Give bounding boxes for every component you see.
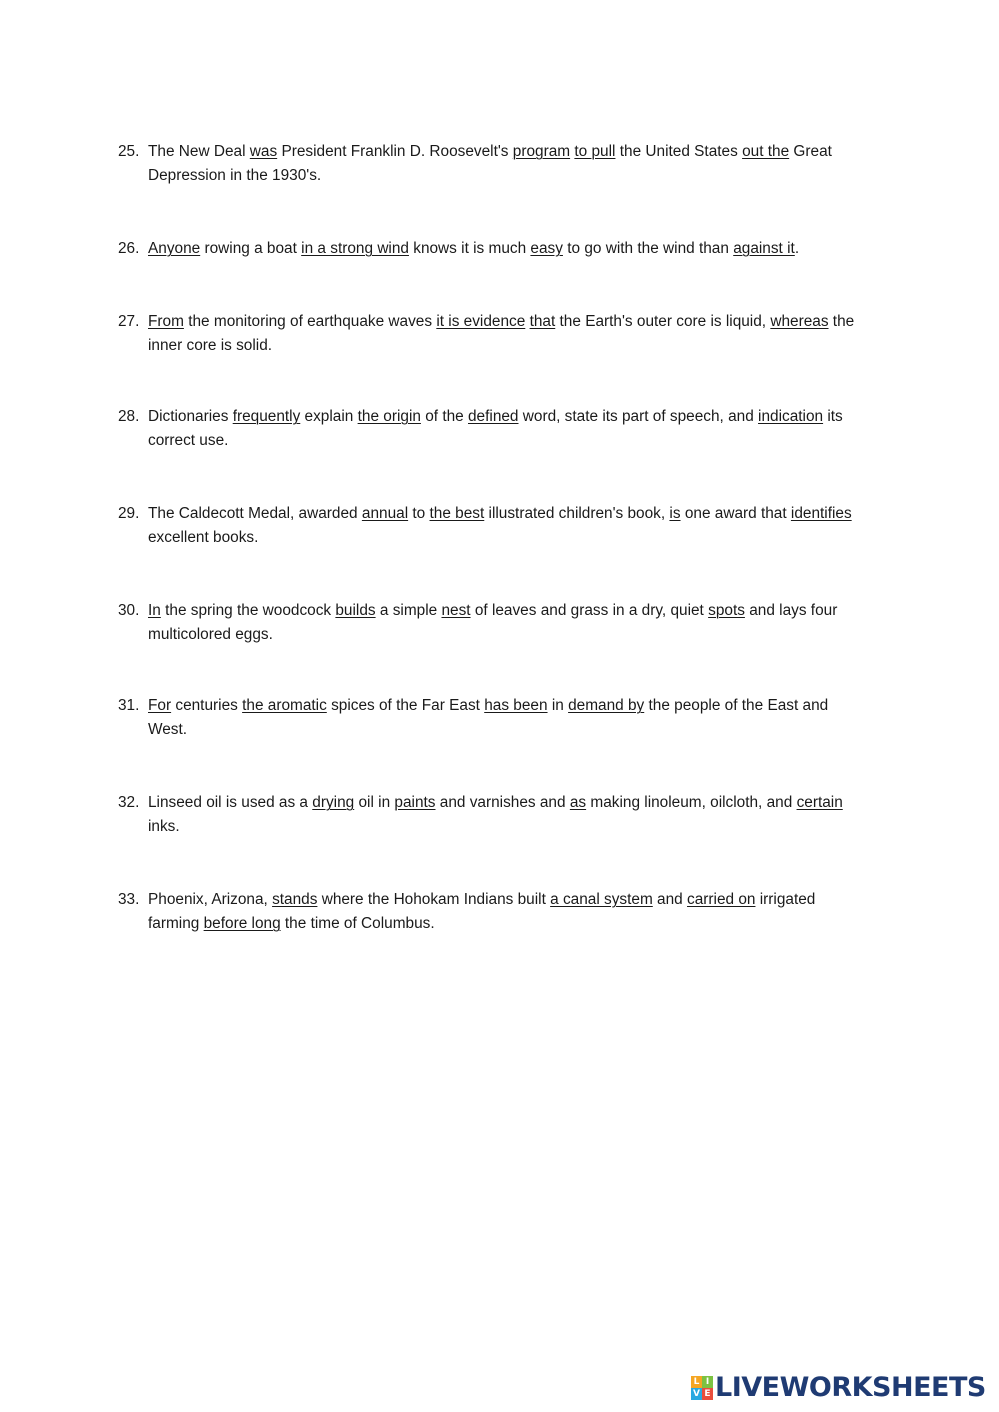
sentence-fragment: the Earth's outer core is liquid, <box>555 313 771 330</box>
sentence-fragment: the monitoring of earthquake waves <box>183 313 437 330</box>
underlined-option: it is evidence <box>436 313 526 330</box>
sentence-fragment: to <box>408 505 430 522</box>
question-number: 29. <box>118 505 140 522</box>
sentence-fragment: to go with the wind than <box>562 240 734 257</box>
logo-text: LIVEWORKSHEETS <box>715 1372 986 1403</box>
question-text <box>148 791 868 839</box>
sentence-fragment: oil in <box>354 794 395 811</box>
sentence-fragment: Phoenix, Arizona, <box>148 891 273 908</box>
underlined-option: has been <box>484 697 548 714</box>
question-text <box>148 599 868 647</box>
underlined-option: nest <box>441 602 471 619</box>
sentence-fragment: illustrated children's book, <box>484 505 670 522</box>
underlined-option: easy <box>530 240 563 257</box>
question-item <box>118 237 868 261</box>
sentence-fragment: Great Depression in the 1930's. <box>148 143 832 184</box>
underlined-option: certain <box>796 794 843 811</box>
sentence-fragment: rowing a boat <box>200 240 302 257</box>
underlined-option: annual <box>361 505 409 522</box>
sentence-fragment: the people of the East and West. <box>148 697 829 738</box>
underlined-option: identifies <box>790 505 852 522</box>
underlined-option: as <box>569 794 587 811</box>
question-text <box>148 502 868 550</box>
sentence-fragment: Dictionaries <box>148 408 233 425</box>
underlined-option: that <box>529 313 556 330</box>
question-text <box>148 140 868 188</box>
underlined-option: against it <box>733 240 795 257</box>
sentence-fragment: making linoleum, oilcloth, and <box>586 794 797 811</box>
question-item <box>118 694 868 742</box>
question-number: 32. <box>118 794 140 811</box>
underlined-option: spots <box>708 602 745 619</box>
underlined-option: In <box>148 602 161 619</box>
sentence-fragment: spices of the Far East <box>326 697 485 714</box>
sentence-fragment: explain <box>300 408 358 425</box>
logo-mark-letter: V <box>691 1388 702 1400</box>
underlined-option: the origin <box>357 408 421 425</box>
sentence-fragment: where the Hohokam Indians built <box>317 891 551 908</box>
sentence-fragment: a simple <box>375 602 442 619</box>
sentence-fragment: its correct use. <box>148 408 843 449</box>
underlined-option: carried on <box>687 891 756 908</box>
sentence-fragment: knows it is much <box>408 240 531 257</box>
sentence-fragment: irrigated farming <box>148 891 816 932</box>
liveworksheets-logo <box>691 1374 986 1402</box>
question-item <box>118 140 868 188</box>
logo-mark-icon <box>691 1376 713 1400</box>
sentence-fragment: excellent books. <box>148 529 259 546</box>
logo-mark-letter: I <box>702 1376 713 1388</box>
question-text <box>148 405 868 453</box>
question-text <box>148 888 868 936</box>
underlined-option: whereas <box>770 313 829 330</box>
question-text <box>148 694 868 742</box>
underlined-option: paints <box>394 794 436 811</box>
sentence-fragment: and <box>652 891 688 908</box>
question-number: 31. <box>118 697 140 714</box>
question-number: 30. <box>118 602 140 619</box>
sentence-fragment: of the <box>420 408 468 425</box>
sentence-fragment: and lays four multicolored eggs. <box>148 602 838 643</box>
question-text <box>148 237 868 261</box>
sentence-fragment: President Franklin D. Roosevelt's <box>277 143 513 160</box>
sentence-fragment: in <box>547 697 569 714</box>
underlined-option: was <box>249 143 278 160</box>
underlined-option: stands <box>272 891 318 908</box>
question-item <box>118 310 868 358</box>
sentence-fragment: The New Deal <box>148 143 250 160</box>
underlined-option: defined <box>468 408 519 425</box>
underlined-option: program <box>512 143 571 160</box>
underlined-option: indication <box>758 408 824 425</box>
underlined-option: in a strong wind <box>301 240 409 257</box>
sentence-fragment: the spring the woodcock <box>160 602 336 619</box>
sentence-fragment: . <box>794 240 800 257</box>
question-number: 26. <box>118 240 140 257</box>
underlined-option: demand by <box>568 697 645 714</box>
underlined-option: For <box>148 697 172 714</box>
sentence-fragment: centuries <box>171 697 243 714</box>
question-number: 25. <box>118 143 140 160</box>
question-number: 28. <box>118 408 140 425</box>
underlined-option: is <box>669 505 681 522</box>
underlined-option: frequently <box>232 408 301 425</box>
question-item <box>118 791 868 839</box>
underlined-option: drying <box>312 794 355 811</box>
underlined-option: to pull <box>574 143 616 160</box>
question-item <box>118 502 868 550</box>
sentence-fragment: one award that <box>680 505 791 522</box>
question-item <box>118 599 868 647</box>
logo-mark-letter: E <box>702 1388 713 1400</box>
underlined-option: a canal system <box>550 891 653 908</box>
underlined-option: the aromatic <box>242 697 327 714</box>
sentence-fragment: and varnishes and <box>435 794 570 811</box>
sentence-fragment: the time of Columbus. <box>280 915 435 932</box>
underlined-option: Anyone <box>148 240 201 257</box>
question-number: 33. <box>118 891 140 908</box>
sentence-fragment: inks. <box>148 818 180 835</box>
sentence-fragment: the United States <box>615 143 743 160</box>
sentence-fragment: of leaves and grass in a dry, quiet <box>470 602 709 619</box>
underlined-option: the best <box>429 505 485 522</box>
question-item <box>118 405 868 453</box>
sentence-fragment: The Caldecott Medal, awarded <box>148 505 362 522</box>
underlined-option: From <box>148 313 184 330</box>
logo-mark-letter: L <box>691 1376 702 1388</box>
sentence-fragment: Linseed oil is used as a <box>148 794 313 811</box>
sentence-fragment: the inner core is solid. <box>148 313 855 354</box>
question-text <box>148 310 868 358</box>
question-number: 27. <box>118 313 140 330</box>
underlined-option: out the <box>742 143 790 160</box>
question-item <box>118 888 868 936</box>
underlined-option: builds <box>335 602 376 619</box>
sentence-fragment: word, state its part of speech, and <box>518 408 759 425</box>
underlined-option: before long <box>203 915 281 932</box>
